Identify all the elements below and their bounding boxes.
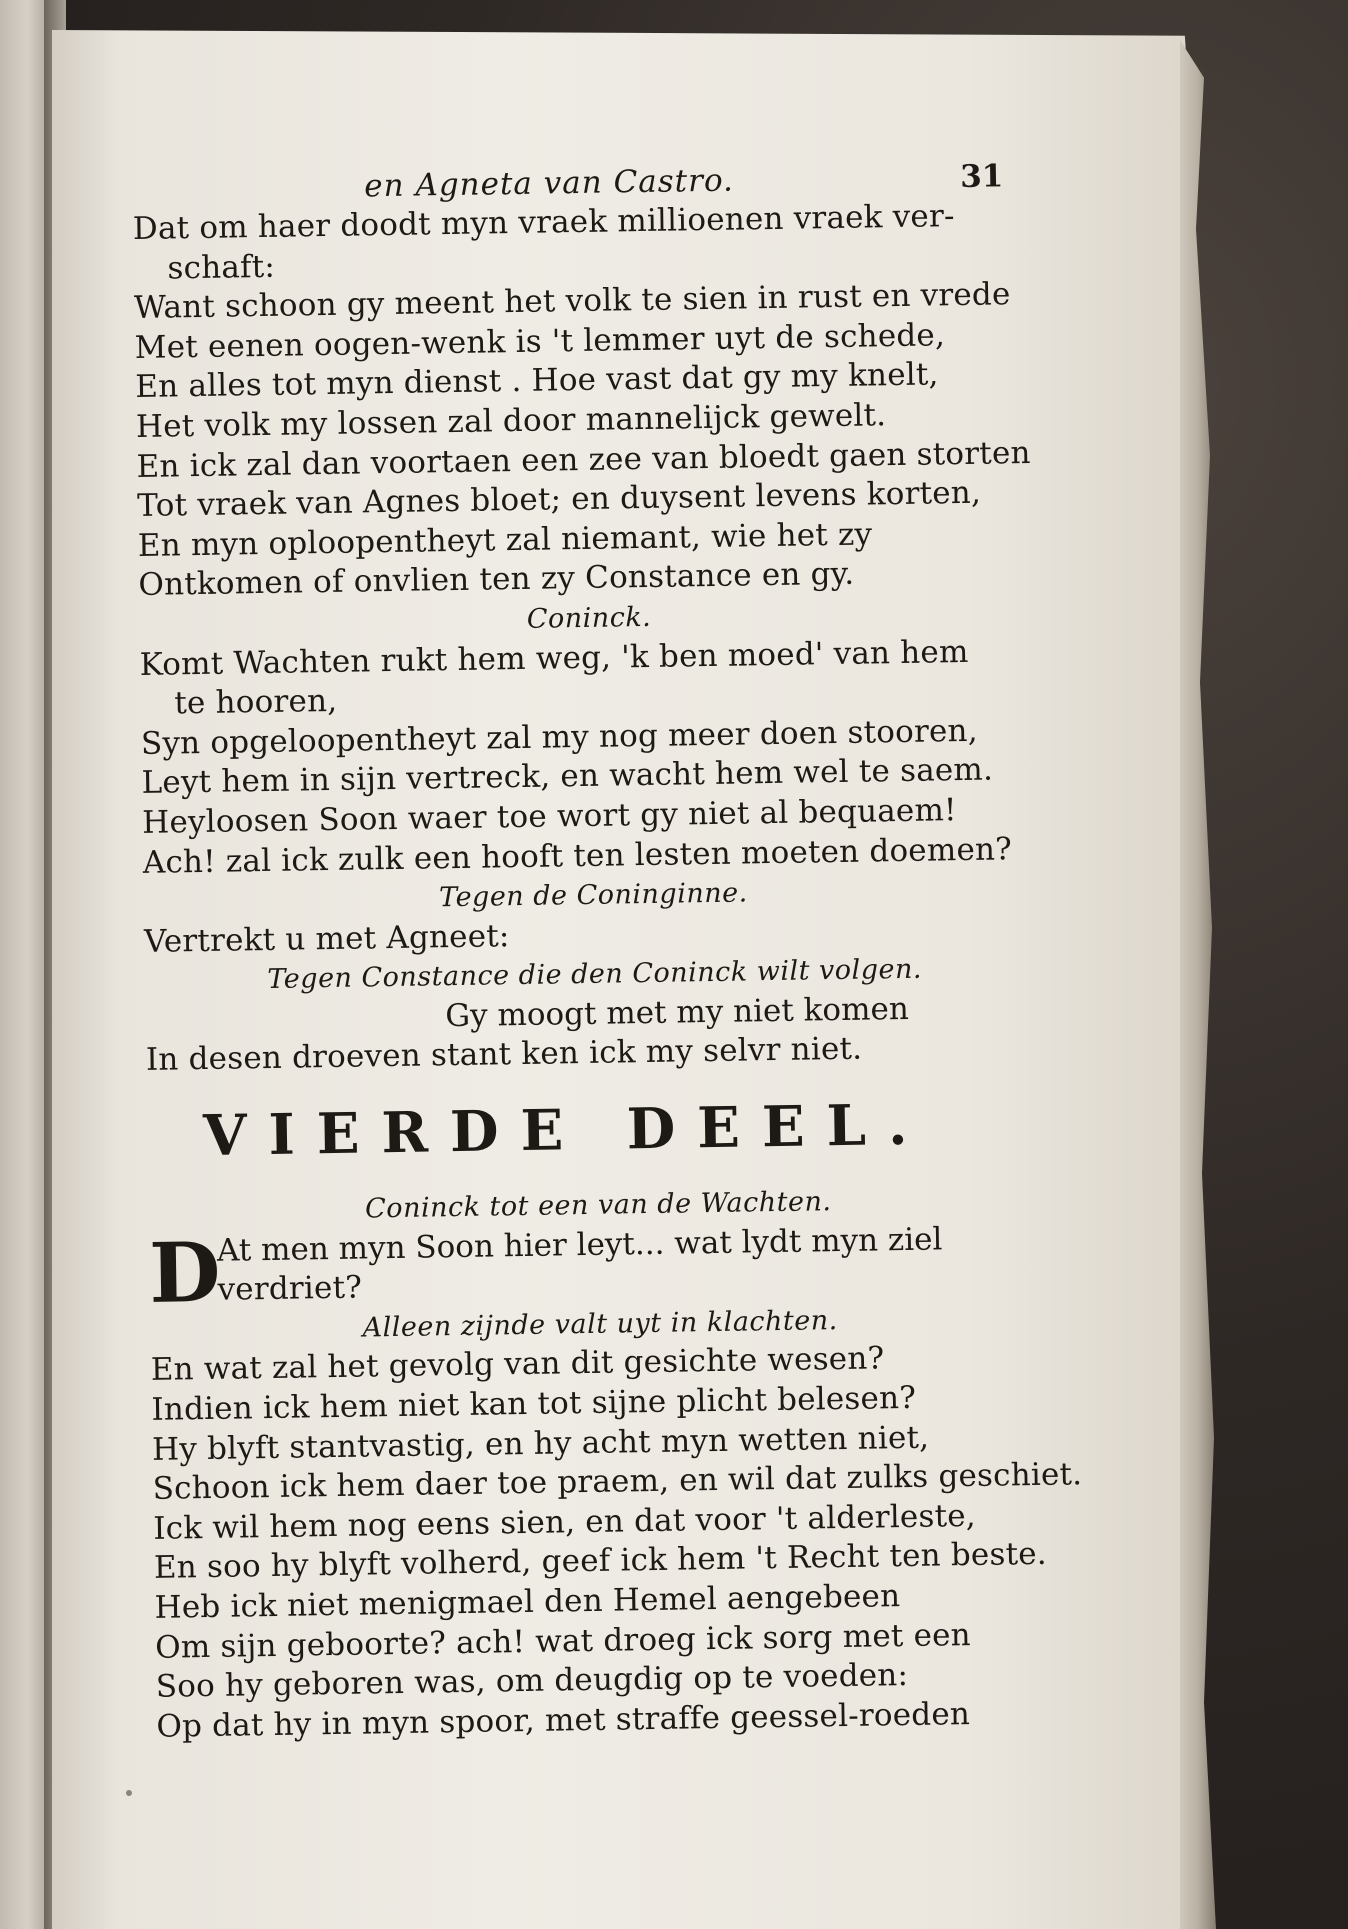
verse-line: Heb ick niet menigmael den Hemel aengebeen bbox=[154, 1578, 901, 1626]
verse-line: Hy blyft stantvastig, en hy acht myn wetten niet, bbox=[151, 1419, 930, 1468]
verse-line: Ontkomen of onvlien ten zy Constance en gy. bbox=[138, 556, 855, 604]
verse-half-line: Gy moogt met my niet komen bbox=[445, 990, 910, 1035]
speaker-label: Coninck. bbox=[526, 601, 652, 635]
drop-cap: D bbox=[148, 1224, 222, 1322]
verse-line: En wat zal het gevolg van dit gesichte wesen? bbox=[150, 1340, 885, 1389]
verse-line: En alles tot myn dienst . Hoe vast dat gy my knelt, bbox=[135, 356, 939, 406]
part-heading: VIERDE DEEL. bbox=[202, 1091, 931, 1170]
verse-line: Want schoon gy meent het volk te sien in rust en vrede bbox=[133, 276, 1011, 327]
verse-line: Syn opgeloopentheyt zal my nog meer doen stooren, bbox=[140, 712, 979, 762]
opening-line-continuation: verdriet? bbox=[217, 1269, 363, 1309]
stage-direction: Tegen de Coninginne. bbox=[438, 877, 748, 914]
verse-line: Om sijn geboorte? ach! wat droeg ick sorg met een bbox=[154, 1616, 972, 1666]
ink-speck bbox=[126, 1790, 132, 1796]
verse-line: Indien ick hem niet kan tot sijne plicht belesen? bbox=[151, 1379, 917, 1428]
stage-direction: Alleen zijnde valt uyt in klachten. bbox=[362, 1304, 838, 1344]
verse-line-continuation: te hooren, bbox=[174, 682, 338, 722]
verse-line: Het volk my lossen zal door mannelijck gewelt. bbox=[135, 397, 887, 445]
verse-line: En ick zal dan voortaen een zee van bloedt gaen storten bbox=[136, 434, 1031, 485]
page-number: 31 bbox=[959, 158, 1004, 195]
verse-line-continuation: schaft: bbox=[167, 248, 276, 287]
verse-line: In desen droeven stant ken ick my selvr niet. bbox=[145, 1031, 863, 1079]
verse-line: Schoon ick hem daer toe praem, en wil dat zulks geschiet. bbox=[152, 1456, 1083, 1508]
opening-line-text: At men myn Soon hier leyt... wat lydt myn ziel bbox=[216, 1221, 943, 1269]
verse-line: Vertrekt u met Agneet: bbox=[143, 917, 510, 960]
verse-line: Op dat hy in myn spoor, met straffe geessel-roeden bbox=[156, 1695, 971, 1745]
verse-line: Komt Wachten rukt hem weg, 'k ben moed' van hem bbox=[139, 633, 969, 683]
stage-direction: Coninck tot een van de Wachten. bbox=[364, 1186, 832, 1225]
verse-line: Ach! zal ick zulk een hooft ten lesten moeten doemen? bbox=[142, 830, 1013, 881]
verse-line: Tot vraek van Agnes bloet; en duysent levens korten, bbox=[136, 474, 982, 525]
verse-line: Leyt hem in sijn vertreck, en wacht hem wel te saem. bbox=[141, 751, 994, 802]
verse-line: En soo hy blyft volherd, geef ick hem 't Recht ten beste. bbox=[153, 1536, 1048, 1587]
verse-lines bbox=[132, 196, 1083, 1747]
verse-line: Ick wil hem nog eens sien, en dat voor 't alderleste, bbox=[153, 1497, 977, 1547]
verse-line: Met eenen oogen-wenk is 't lemmer uyt de schede, bbox=[134, 317, 946, 366]
verse-line: En myn oploopentheyt zal niemant, wie het zy bbox=[137, 516, 873, 564]
running-head: en Agneta van Castro. bbox=[363, 162, 735, 205]
verse-line: Dat om haer doodt myn vraek millioenen vraek ver- bbox=[132, 198, 955, 247]
verse-line: Heyloosen Soon waer toe wort gy niet al bequaem! bbox=[141, 792, 957, 841]
verse-line: Soo hy geboren was, om deugdig op te voeden: bbox=[155, 1657, 909, 1705]
stage-direction: Tegen Constance die den Coninck wilt volgen. bbox=[267, 953, 923, 996]
